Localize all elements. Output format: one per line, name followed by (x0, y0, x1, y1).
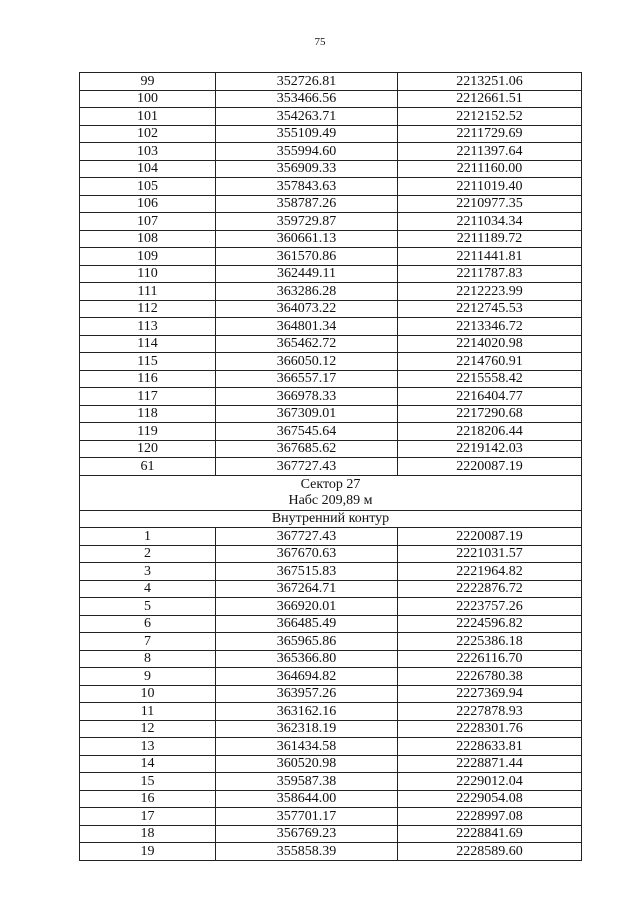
point-number-cell: 2 (80, 545, 216, 563)
y-coordinate-cell: 2228301.76 (398, 720, 582, 738)
x-coordinate-cell: 360661.13 (216, 230, 398, 248)
table-row (80, 563, 582, 581)
point-number-cell: 100 (80, 90, 216, 108)
y-coordinate-cell: 2211729.69 (398, 125, 582, 143)
point-number-cell: 108 (80, 230, 216, 248)
y-coordinate-cell: 2228633.81 (398, 738, 582, 756)
table-row (80, 108, 582, 126)
y-coordinate-cell: 2213346.72 (398, 318, 582, 336)
point-number-cell: 17 (80, 808, 216, 826)
table-row (80, 773, 582, 791)
y-coordinate-cell: 2221031.57 (398, 545, 582, 563)
y-coordinate-cell: 2212661.51 (398, 90, 582, 108)
y-coordinate-cell: 2211160.00 (398, 160, 582, 178)
table-row (80, 90, 582, 108)
point-number-cell: 7 (80, 633, 216, 651)
point-number-cell: 104 (80, 160, 216, 178)
table-row (80, 528, 582, 546)
point-number-cell: 114 (80, 335, 216, 353)
table-row (80, 195, 582, 213)
y-coordinate-cell: 2219142.03 (398, 440, 582, 458)
point-number-cell: 110 (80, 265, 216, 283)
table-row (80, 265, 582, 283)
point-number-cell: 103 (80, 143, 216, 161)
table-row (80, 790, 582, 808)
x-coordinate-cell: 358644.00 (216, 790, 398, 808)
table-row (80, 458, 582, 476)
point-number-cell: 107 (80, 213, 216, 231)
x-coordinate-cell: 355858.39 (216, 843, 398, 861)
x-coordinate-cell: 361434.58 (216, 738, 398, 756)
table-row (80, 248, 582, 266)
x-coordinate-cell: 363286.28 (216, 283, 398, 301)
y-coordinate-cell: 2228841.69 (398, 825, 582, 843)
point-number-cell: 109 (80, 248, 216, 266)
table-row (80, 388, 582, 406)
point-number-cell: 112 (80, 300, 216, 318)
table-row (80, 738, 582, 756)
x-coordinate-cell: 367545.64 (216, 423, 398, 441)
y-coordinate-cell: 2229012.04 (398, 773, 582, 791)
x-coordinate-cell: 359729.87 (216, 213, 398, 231)
point-number-cell: 117 (80, 388, 216, 406)
x-coordinate-cell: 362318.19 (216, 720, 398, 738)
point-number-cell: 12 (80, 720, 216, 738)
y-coordinate-cell: 2223757.26 (398, 598, 582, 616)
table-row (80, 703, 582, 721)
x-coordinate-cell: 355109.49 (216, 125, 398, 143)
y-coordinate-cell: 2226780.38 (398, 668, 582, 686)
table-row (80, 213, 582, 231)
x-coordinate-cell: 364801.34 (216, 318, 398, 336)
point-number-cell: 8 (80, 650, 216, 668)
y-coordinate-cell: 2218206.44 (398, 423, 582, 441)
y-coordinate-cell: 2224596.82 (398, 615, 582, 633)
y-coordinate-cell: 2214020.98 (398, 335, 582, 353)
table-row (80, 318, 582, 336)
y-coordinate-cell: 2217290.68 (398, 405, 582, 423)
x-coordinate-cell: 367727.43 (216, 458, 398, 476)
point-number-cell: 113 (80, 318, 216, 336)
table-row (80, 125, 582, 143)
table-row (80, 160, 582, 178)
y-coordinate-cell: 2213251.06 (398, 73, 582, 91)
table-row (80, 843, 582, 861)
point-number-cell: 105 (80, 178, 216, 196)
x-coordinate-cell: 366557.17 (216, 370, 398, 388)
x-coordinate-cell: 366485.49 (216, 615, 398, 633)
point-number-cell: 120 (80, 440, 216, 458)
table-row (80, 423, 582, 441)
x-coordinate-cell: 353466.56 (216, 90, 398, 108)
table-row (80, 143, 582, 161)
point-number-cell: 16 (80, 790, 216, 808)
point-number-cell: 1 (80, 528, 216, 546)
point-number-cell: 10 (80, 685, 216, 703)
x-coordinate-cell: 362449.11 (216, 265, 398, 283)
x-coordinate-cell: 363162.16 (216, 703, 398, 721)
x-coordinate-cell: 365965.86 (216, 633, 398, 651)
point-number-cell: 119 (80, 423, 216, 441)
x-coordinate-cell: 357701.17 (216, 808, 398, 826)
page-number: 75 (314, 36, 326, 48)
x-coordinate-cell: 367670.63 (216, 545, 398, 563)
table-row (80, 370, 582, 388)
sector-title: Сектор 27 (300, 476, 361, 492)
point-number-cell: 18 (80, 825, 216, 843)
y-coordinate-cell: 2220087.19 (398, 528, 582, 546)
y-coordinate-cell: 2225386.18 (398, 633, 582, 651)
y-coordinate-cell: 2227878.93 (398, 703, 582, 721)
table-row (80, 668, 582, 686)
x-coordinate-cell: 366978.33 (216, 388, 398, 406)
y-coordinate-cell: 2211189.72 (398, 230, 582, 248)
sector-cell (80, 475, 582, 510)
table-row (80, 353, 582, 371)
x-coordinate-cell: 361570.86 (216, 248, 398, 266)
table-row (80, 545, 582, 563)
y-coordinate-cell: 2212223.99 (398, 283, 582, 301)
x-coordinate-cell: 352726.81 (216, 73, 398, 91)
y-coordinate-cell: 2212152.52 (398, 108, 582, 126)
y-coordinate-cell: 2222876.72 (398, 580, 582, 598)
table-row (80, 755, 582, 773)
point-number-cell: 11 (80, 703, 216, 721)
table-row (80, 825, 582, 843)
x-coordinate-cell: 365366.80 (216, 650, 398, 668)
x-coordinate-cell: 354263.71 (216, 108, 398, 126)
x-coordinate-cell: 365462.72 (216, 335, 398, 353)
x-coordinate-cell: 359587.38 (216, 773, 398, 791)
y-coordinate-cell: 2228871.44 (398, 755, 582, 773)
table-row (80, 808, 582, 826)
contour-row (80, 510, 582, 528)
x-coordinate-cell: 367685.62 (216, 440, 398, 458)
point-number-cell: 6 (80, 615, 216, 633)
x-coordinate-cell: 357843.63 (216, 178, 398, 196)
x-coordinate-cell: 356769.23 (216, 825, 398, 843)
x-coordinate-cell: 367515.83 (216, 563, 398, 581)
y-coordinate-cell: 2211034.34 (398, 213, 582, 231)
sector-height-label: Набс 209,89 м (288, 492, 373, 508)
x-coordinate-cell: 356909.33 (216, 160, 398, 178)
point-number-cell: 102 (80, 125, 216, 143)
x-coordinate-cell: 364073.22 (216, 300, 398, 318)
y-coordinate-cell: 2229054.08 (398, 790, 582, 808)
x-coordinate-cell: 366920.01 (216, 598, 398, 616)
table-row (80, 720, 582, 738)
table-row (80, 405, 582, 423)
x-coordinate-cell: 364694.82 (216, 668, 398, 686)
y-coordinate-cell: 2210977.35 (398, 195, 582, 213)
table-row (80, 580, 582, 598)
y-coordinate-cell: 2211787.83 (398, 265, 582, 283)
y-coordinate-cell: 2216404.77 (398, 388, 582, 406)
x-coordinate-cell: 363957.26 (216, 685, 398, 703)
point-number-cell: 101 (80, 108, 216, 126)
x-coordinate-cell: 366050.12 (216, 353, 398, 371)
x-coordinate-cell: 358787.26 (216, 195, 398, 213)
point-number-cell: 106 (80, 195, 216, 213)
point-number-cell: 99 (80, 73, 216, 91)
point-number-cell: 61 (80, 458, 216, 476)
y-coordinate-cell: 2215558.42 (398, 370, 582, 388)
point-number-cell: 118 (80, 405, 216, 423)
point-number-cell: 116 (80, 370, 216, 388)
table-row (80, 598, 582, 616)
table-row (80, 633, 582, 651)
table-row (80, 283, 582, 301)
contour-label: Внутренний контур (80, 510, 582, 528)
point-number-cell: 4 (80, 580, 216, 598)
sector-row (80, 475, 582, 510)
point-number-cell: 19 (80, 843, 216, 861)
coordinates-table (79, 72, 582, 861)
point-number-cell: 9 (80, 668, 216, 686)
point-number-cell: 13 (80, 738, 216, 756)
table-row (80, 230, 582, 248)
coordinates-table-top-section (80, 73, 582, 476)
point-number-cell: 111 (80, 283, 216, 301)
x-coordinate-cell: 367727.43 (216, 528, 398, 546)
x-coordinate-cell: 360520.98 (216, 755, 398, 773)
point-number-cell: 3 (80, 563, 216, 581)
y-coordinate-cell: 2211441.81 (398, 248, 582, 266)
y-coordinate-cell: 2212745.53 (398, 300, 582, 318)
y-coordinate-cell: 2227369.94 (398, 685, 582, 703)
y-coordinate-cell: 2226116.70 (398, 650, 582, 668)
table-row (80, 300, 582, 318)
x-coordinate-cell: 367309.01 (216, 405, 398, 423)
coordinates-table-bottom-section (80, 528, 582, 861)
y-coordinate-cell: 2214760.91 (398, 353, 582, 371)
y-coordinate-cell: 2220087.19 (398, 458, 582, 476)
x-coordinate-cell: 355994.60 (216, 143, 398, 161)
point-number-cell: 115 (80, 353, 216, 371)
table-row (80, 335, 582, 353)
y-coordinate-cell: 2228997.08 (398, 808, 582, 826)
table-row (80, 615, 582, 633)
table-row (80, 440, 582, 458)
table-row (80, 178, 582, 196)
table-row (80, 73, 582, 91)
y-coordinate-cell: 2221964.82 (398, 563, 582, 581)
point-number-cell: 5 (80, 598, 216, 616)
y-coordinate-cell: 2211397.64 (398, 143, 582, 161)
table-row (80, 650, 582, 668)
point-number-cell: 15 (80, 773, 216, 791)
y-coordinate-cell: 2228589.60 (398, 843, 582, 861)
table-row (80, 685, 582, 703)
point-number-cell: 14 (80, 755, 216, 773)
x-coordinate-cell: 367264.71 (216, 580, 398, 598)
sector-header (80, 475, 582, 528)
y-coordinate-cell: 2211019.40 (398, 178, 582, 196)
